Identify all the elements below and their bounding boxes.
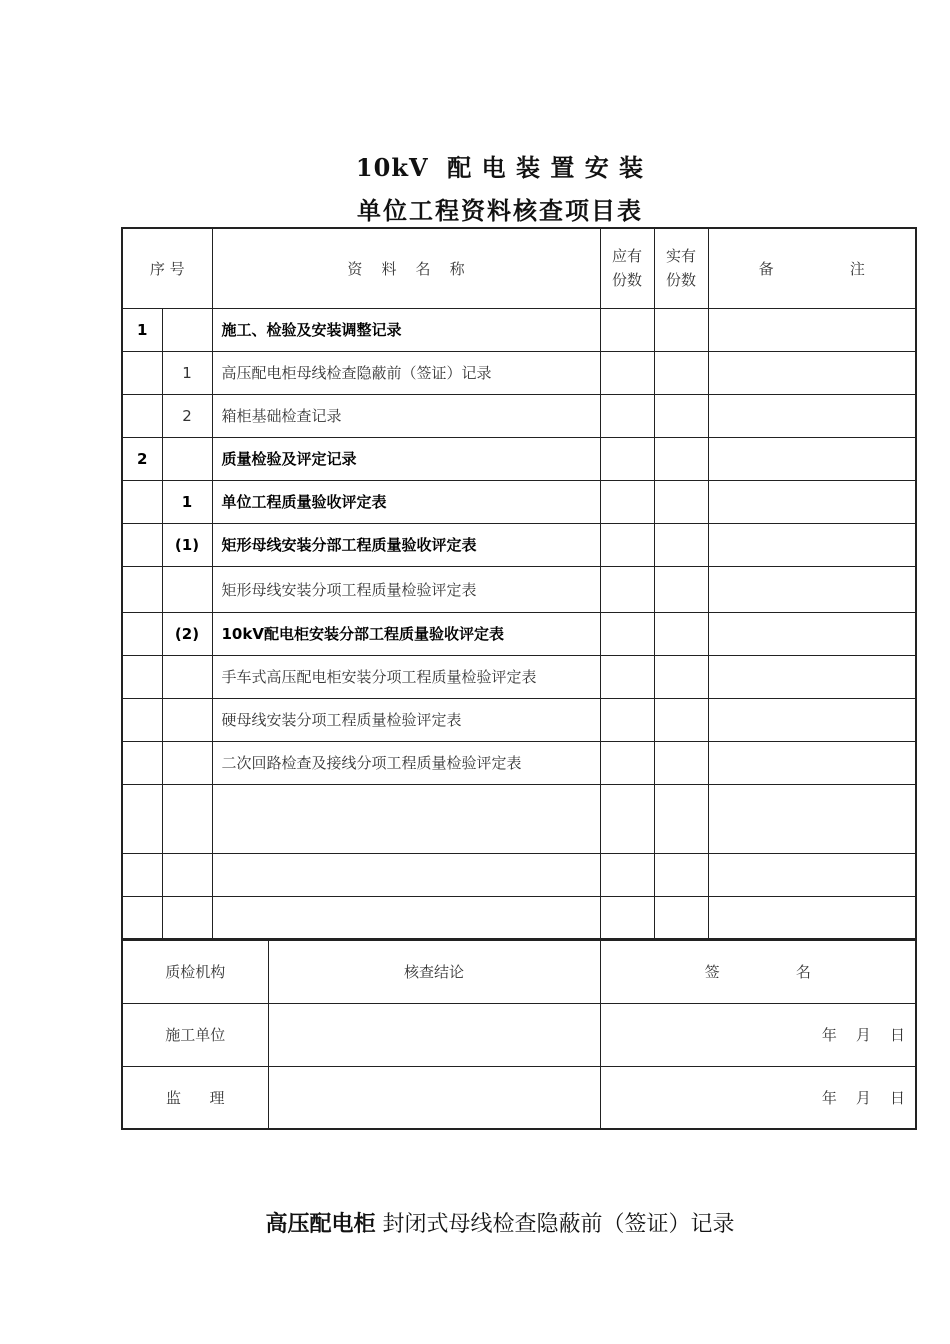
sign-org-label: 质检机构 (122, 940, 268, 1003)
row-required-cell (600, 308, 654, 351)
signature-table (121, 939, 917, 1130)
row-remark-cell (708, 612, 916, 655)
row-required-cell (600, 480, 654, 523)
row-subnumber: 1 (162, 480, 212, 523)
supervisor-label: 监 理 (122, 1066, 268, 1129)
row-subnumber (162, 698, 212, 741)
row-doc-name: 矩形母线安装分项工程质量检验评定表 (212, 566, 600, 612)
header-doc-name: 资 料 名 称 (212, 228, 600, 308)
table-row (122, 437, 916, 480)
supervisor-date: 年 月 日 (600, 1066, 916, 1129)
row-subnumber: (1) (162, 523, 212, 566)
row-required-cell (600, 394, 654, 437)
row-actual-cell (654, 351, 708, 394)
next-section-title-bold: 高压配电柜 (265, 1211, 376, 1237)
row-actual-cell (654, 437, 708, 480)
header-required-count: 应有 份数 (600, 228, 654, 308)
row-number: 1 (122, 308, 162, 351)
row-subnumber (162, 566, 212, 612)
constructor-label: 施工单位 (122, 1003, 268, 1066)
row-actual-cell (654, 523, 708, 566)
row-actual-cell (654, 308, 708, 351)
row-number (122, 698, 162, 741)
checklist-table (121, 227, 917, 940)
row-remark-cell (708, 741, 916, 784)
row-remark-cell (708, 308, 916, 351)
signature-row (122, 1003, 916, 1066)
row-actual-cell (654, 612, 708, 655)
header-actual-count: 实有 份数 (654, 228, 708, 308)
constructor-date: 年 月 日 (600, 1003, 916, 1066)
row-actual-cell (654, 655, 708, 698)
row-actual-cell (654, 566, 708, 612)
table-row (122, 566, 916, 612)
table-row (122, 741, 916, 784)
row-remark-cell (708, 655, 916, 698)
row-required-cell (600, 523, 654, 566)
row-required-cell (600, 566, 654, 612)
row-doc-name: 10kV配电柜安装分部工程质量验收评定表 (212, 612, 600, 655)
row-subnumber: 2 (162, 394, 212, 437)
supervisor-conclusion-cell (268, 1066, 600, 1129)
row-subnumber (162, 655, 212, 698)
sign-conclusion-label: 核查结论 (268, 940, 600, 1003)
row-actual-cell (654, 741, 708, 784)
row-remark-cell (708, 394, 916, 437)
table-row (122, 698, 916, 741)
table-row (122, 655, 916, 698)
header-seq: 序 号 (122, 228, 212, 308)
row-required-cell (600, 437, 654, 480)
row-subnumber: 1 (162, 351, 212, 394)
constructor-conclusion-cell (268, 1003, 600, 1066)
signature-header-row (122, 940, 916, 1003)
row-number (122, 351, 162, 394)
row-required-cell (600, 655, 654, 698)
row-number (122, 566, 162, 612)
row-subnumber (162, 308, 212, 351)
empty-row (122, 853, 916, 896)
row-remark-cell (708, 698, 916, 741)
row-required-cell (600, 351, 654, 394)
table-row (122, 351, 916, 394)
row-subnumber (162, 741, 212, 784)
row-doc-name: 质量检验及评定记录 (212, 437, 600, 480)
row-number (122, 523, 162, 566)
row-required-cell (600, 612, 654, 655)
sign-signature-label: 签 名 (600, 940, 916, 1003)
row-remark-cell (708, 523, 916, 566)
row-doc-name: 施工、检验及安装调整记录 (212, 308, 600, 351)
row-actual-cell (654, 698, 708, 741)
row-number (122, 480, 162, 523)
row-number (122, 741, 162, 784)
row-doc-name: 二次回路检查及接线分项工程质量检验评定表 (212, 741, 600, 784)
next-section-title-rest: 封闭式母线检查隐蔽前（签证）记录 (375, 1212, 735, 1237)
row-doc-name: 高压配电柜母线检查隐蔽前（签证）记录 (212, 351, 600, 394)
row-number (122, 655, 162, 698)
table-row (122, 612, 916, 655)
table-header-row (122, 228, 916, 308)
row-actual-cell (654, 394, 708, 437)
table-row (122, 394, 916, 437)
table-row (122, 523, 916, 566)
table-row (122, 308, 916, 351)
row-doc-name: 矩形母线安装分部工程质量验收评定表 (212, 523, 600, 566)
row-actual-cell (654, 480, 708, 523)
row-doc-name: 硬母线安装分项工程质量检验评定表 (212, 698, 600, 741)
next-section-title (0, 1207, 950, 1238)
row-subnumber (162, 437, 212, 480)
document-title-line1: 10kV 配 电 装 置 安 装 (355, 153, 645, 182)
empty-row (122, 896, 916, 939)
row-required-cell (600, 698, 654, 741)
row-doc-name: 单位工程质量验收评定表 (212, 480, 600, 523)
row-doc-name: 箱柜基础检查记录 (212, 394, 600, 437)
header-remark: 备 注 (708, 228, 916, 308)
empty-row (122, 784, 916, 853)
row-number (122, 394, 162, 437)
signature-row (122, 1066, 916, 1129)
table-row (122, 480, 916, 523)
row-remark-cell (708, 480, 916, 523)
row-number: 2 (122, 437, 162, 480)
row-number (122, 612, 162, 655)
row-doc-name: 手车式高压配电柜安装分项工程质量检验评定表 (212, 655, 600, 698)
row-required-cell (600, 741, 654, 784)
document-title-line2: 单位工程资料核查项目表 (357, 197, 643, 225)
row-remark-cell (708, 351, 916, 394)
row-remark-cell (708, 566, 916, 612)
row-subnumber: (2) (162, 612, 212, 655)
row-remark-cell (708, 437, 916, 480)
